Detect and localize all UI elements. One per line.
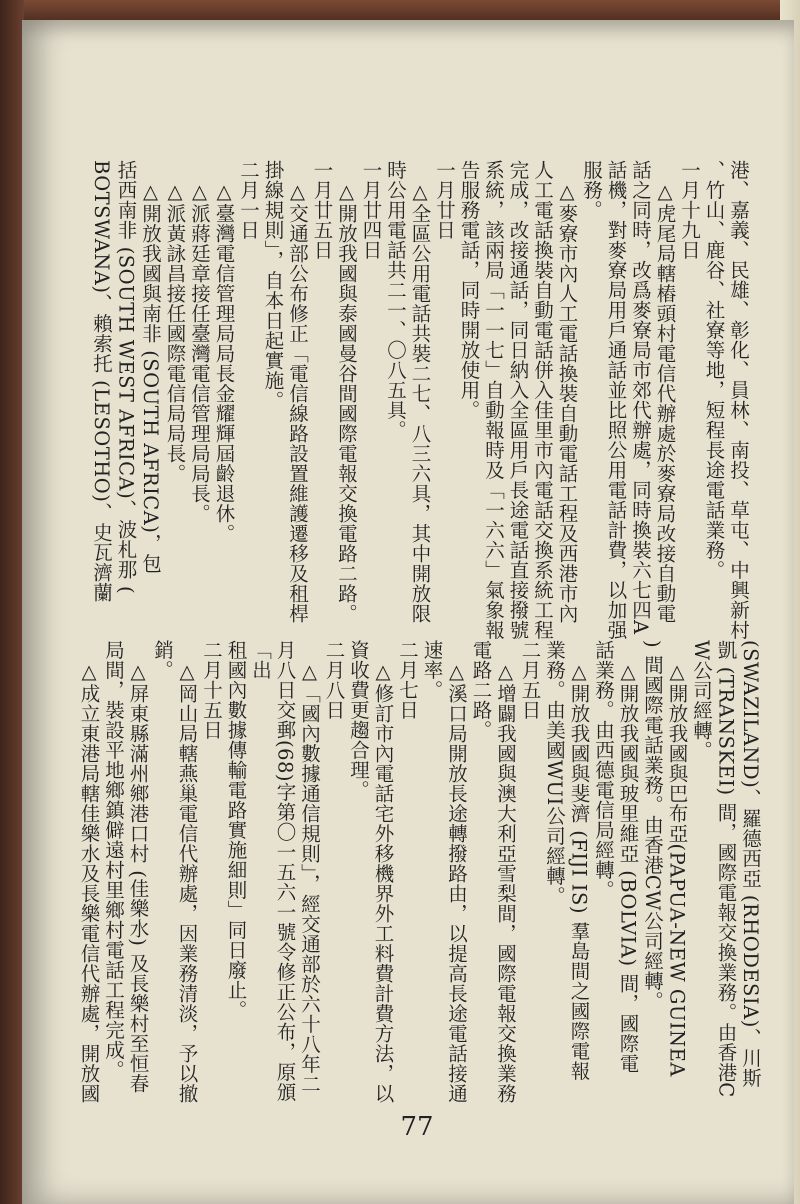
text-line: BOTSWANA)、賴索托 (LESOTHO)、史瓦濟蘭 — [90, 160, 113, 603]
text-line: △修訂市內電話宅外移機界外工料費計費方法，以 — [371, 640, 395, 1104]
text-line: △成立東港局轄佳樂水及長樂電信代辦處，開放國 — [77, 640, 101, 1104]
text-line: 服務。 — [580, 160, 603, 220]
text-line: 租國內數據傳輸電路實施細則」同日廢止。 — [224, 640, 248, 1020]
text-line: 話之同時，改爲麥寮局市郊代辦處，同時換裝六七四A — [629, 160, 652, 635]
text-line: ) 間國際電話業務。由香港CW公司經轉。 — [641, 640, 664, 1011]
text-line: △派蔣廷章接任臺灣電信管理局局長。 — [188, 160, 211, 524]
book-page — [22, 20, 794, 1204]
text-line: 港、嘉義、民雄、彰化、員林、南投、草屯、中興新村 — [727, 160, 750, 640]
text-line: 一月十九日 — [678, 160, 701, 260]
text-line: △增闢我國與澳大利亞雪梨間，國際電報交換業務 — [494, 640, 517, 1104]
text-line: 二月七日 — [396, 640, 419, 720]
text-line: 二月十五日 — [200, 640, 223, 740]
text-line: 括西南非 (SOUTH WEST AFRICA)、波札那 ( — [114, 160, 138, 595]
text-line: △開放我國與南非 (SOUTH AFRICA)，包 — [139, 160, 162, 574]
text-line: 局間，裝設平地鄉鎮僻遠村里鄉村電話工程完成。 — [102, 640, 125, 1080]
text-line: (SWAZILAND)、羅德西亞 (RHODESIA)、川斯 — [739, 640, 762, 1088]
text-line: 凱 (TRANSKEI) 間，國際電報交換業務。由香港C — [714, 640, 738, 1098]
text-line: △屏東縣滿州鄉港口村 (佳樂水) 及長樂村至恒春 — [126, 640, 150, 1094]
text-line: △開放我國與泰國曼谷間國際電報交換電路二路。 — [335, 160, 358, 624]
text-line: 一月廿日 — [433, 160, 456, 240]
text-line: 電路二路。 — [469, 640, 493, 740]
text-line: 二月五日 — [518, 640, 542, 720]
book-cover-left-edge — [0, 0, 24, 1204]
text-line: 速率。 — [420, 640, 444, 700]
text-line: △臺灣電信管理局局長金耀輝屆齡退休。 — [212, 160, 236, 544]
text-line: 業務。由美國WUI公司經轉。 — [543, 640, 566, 906]
text-line: △交通部公布修正「電信線路設置維護遷移及租桿 — [286, 160, 309, 624]
text-line: △虎尾局轄樁頭村電信代辦處於麥寮局改接自動電 — [653, 160, 677, 624]
text-line: 月八日交郵(68)字第〇一五六一號令修正公布，原頒「出 — [249, 640, 297, 1103]
text-line: 話業務。由西德電信局經轉。 — [592, 640, 615, 900]
upper-text-block — [70, 160, 750, 700]
text-line: 二月八日 — [322, 640, 346, 720]
text-line: △「國內數據通信規則」，經交通部於六十八年二 — [298, 640, 321, 1094]
text-line: 銷。 — [151, 640, 174, 680]
text-line: 時公用電話共二一、〇八五具。 — [384, 160, 407, 440]
text-line: 二月一日 — [237, 160, 260, 240]
text-line: 人工電話換裝自動電話併入佳里市內電話交換系統工程 — [531, 160, 554, 640]
text-line: △岡山局轄燕巢電信代辦處，因業務清淡，予以撤 — [175, 640, 199, 1104]
text-line: 告服務電話，同時開放使用。 — [457, 160, 481, 420]
text-line: △麥寮市內人工電話換裝自動電話工程及西港市內 — [555, 160, 579, 624]
text-line: △開放我國與巴布亞(PAPUA-NEW GUINEA — [665, 640, 689, 1077]
text-line: W公司經轉。 — [690, 640, 713, 761]
text-line: △全區公用電話共裝二七、八三六具，其中開放限 — [408, 160, 432, 624]
text-line: 系統，該兩局「一一七」自動報時及「一六六」氣象報 — [482, 160, 505, 640]
text-line: △派黃詠昌接任國際電信局局長。 — [163, 160, 187, 484]
text-line: 一月廿五日 — [310, 160, 334, 260]
text-line: 完成，改接通話，同日納入全區用戶長途電話直接撥號 — [506, 160, 530, 640]
text-line: 資收費更趨合理。 — [347, 640, 370, 800]
text-line: △溪口局開放長途轉撥路由，以提高長途電話接通 — [445, 640, 468, 1104]
lower-text-block — [77, 640, 762, 1120]
text-line: 話機，對麥寮局用戶通話並比照公用電話計費，以加强 — [604, 160, 628, 640]
text-line: 掛線規則」，自本日起實施。 — [261, 160, 285, 411]
text-line: △開放我國與斐濟 (FIJI IS) 羣島間之國際電報 — [567, 640, 591, 1081]
text-line: △開放我國與玻里維亞 (BOLVIA) 間，國際電 — [616, 640, 640, 1074]
page-number: 77 — [400, 1112, 434, 1142]
text-line: 一月廿四日 — [359, 160, 383, 260]
text-line: 、竹山、鹿谷、社寮等地，短程長途電話業務。 — [702, 160, 726, 580]
